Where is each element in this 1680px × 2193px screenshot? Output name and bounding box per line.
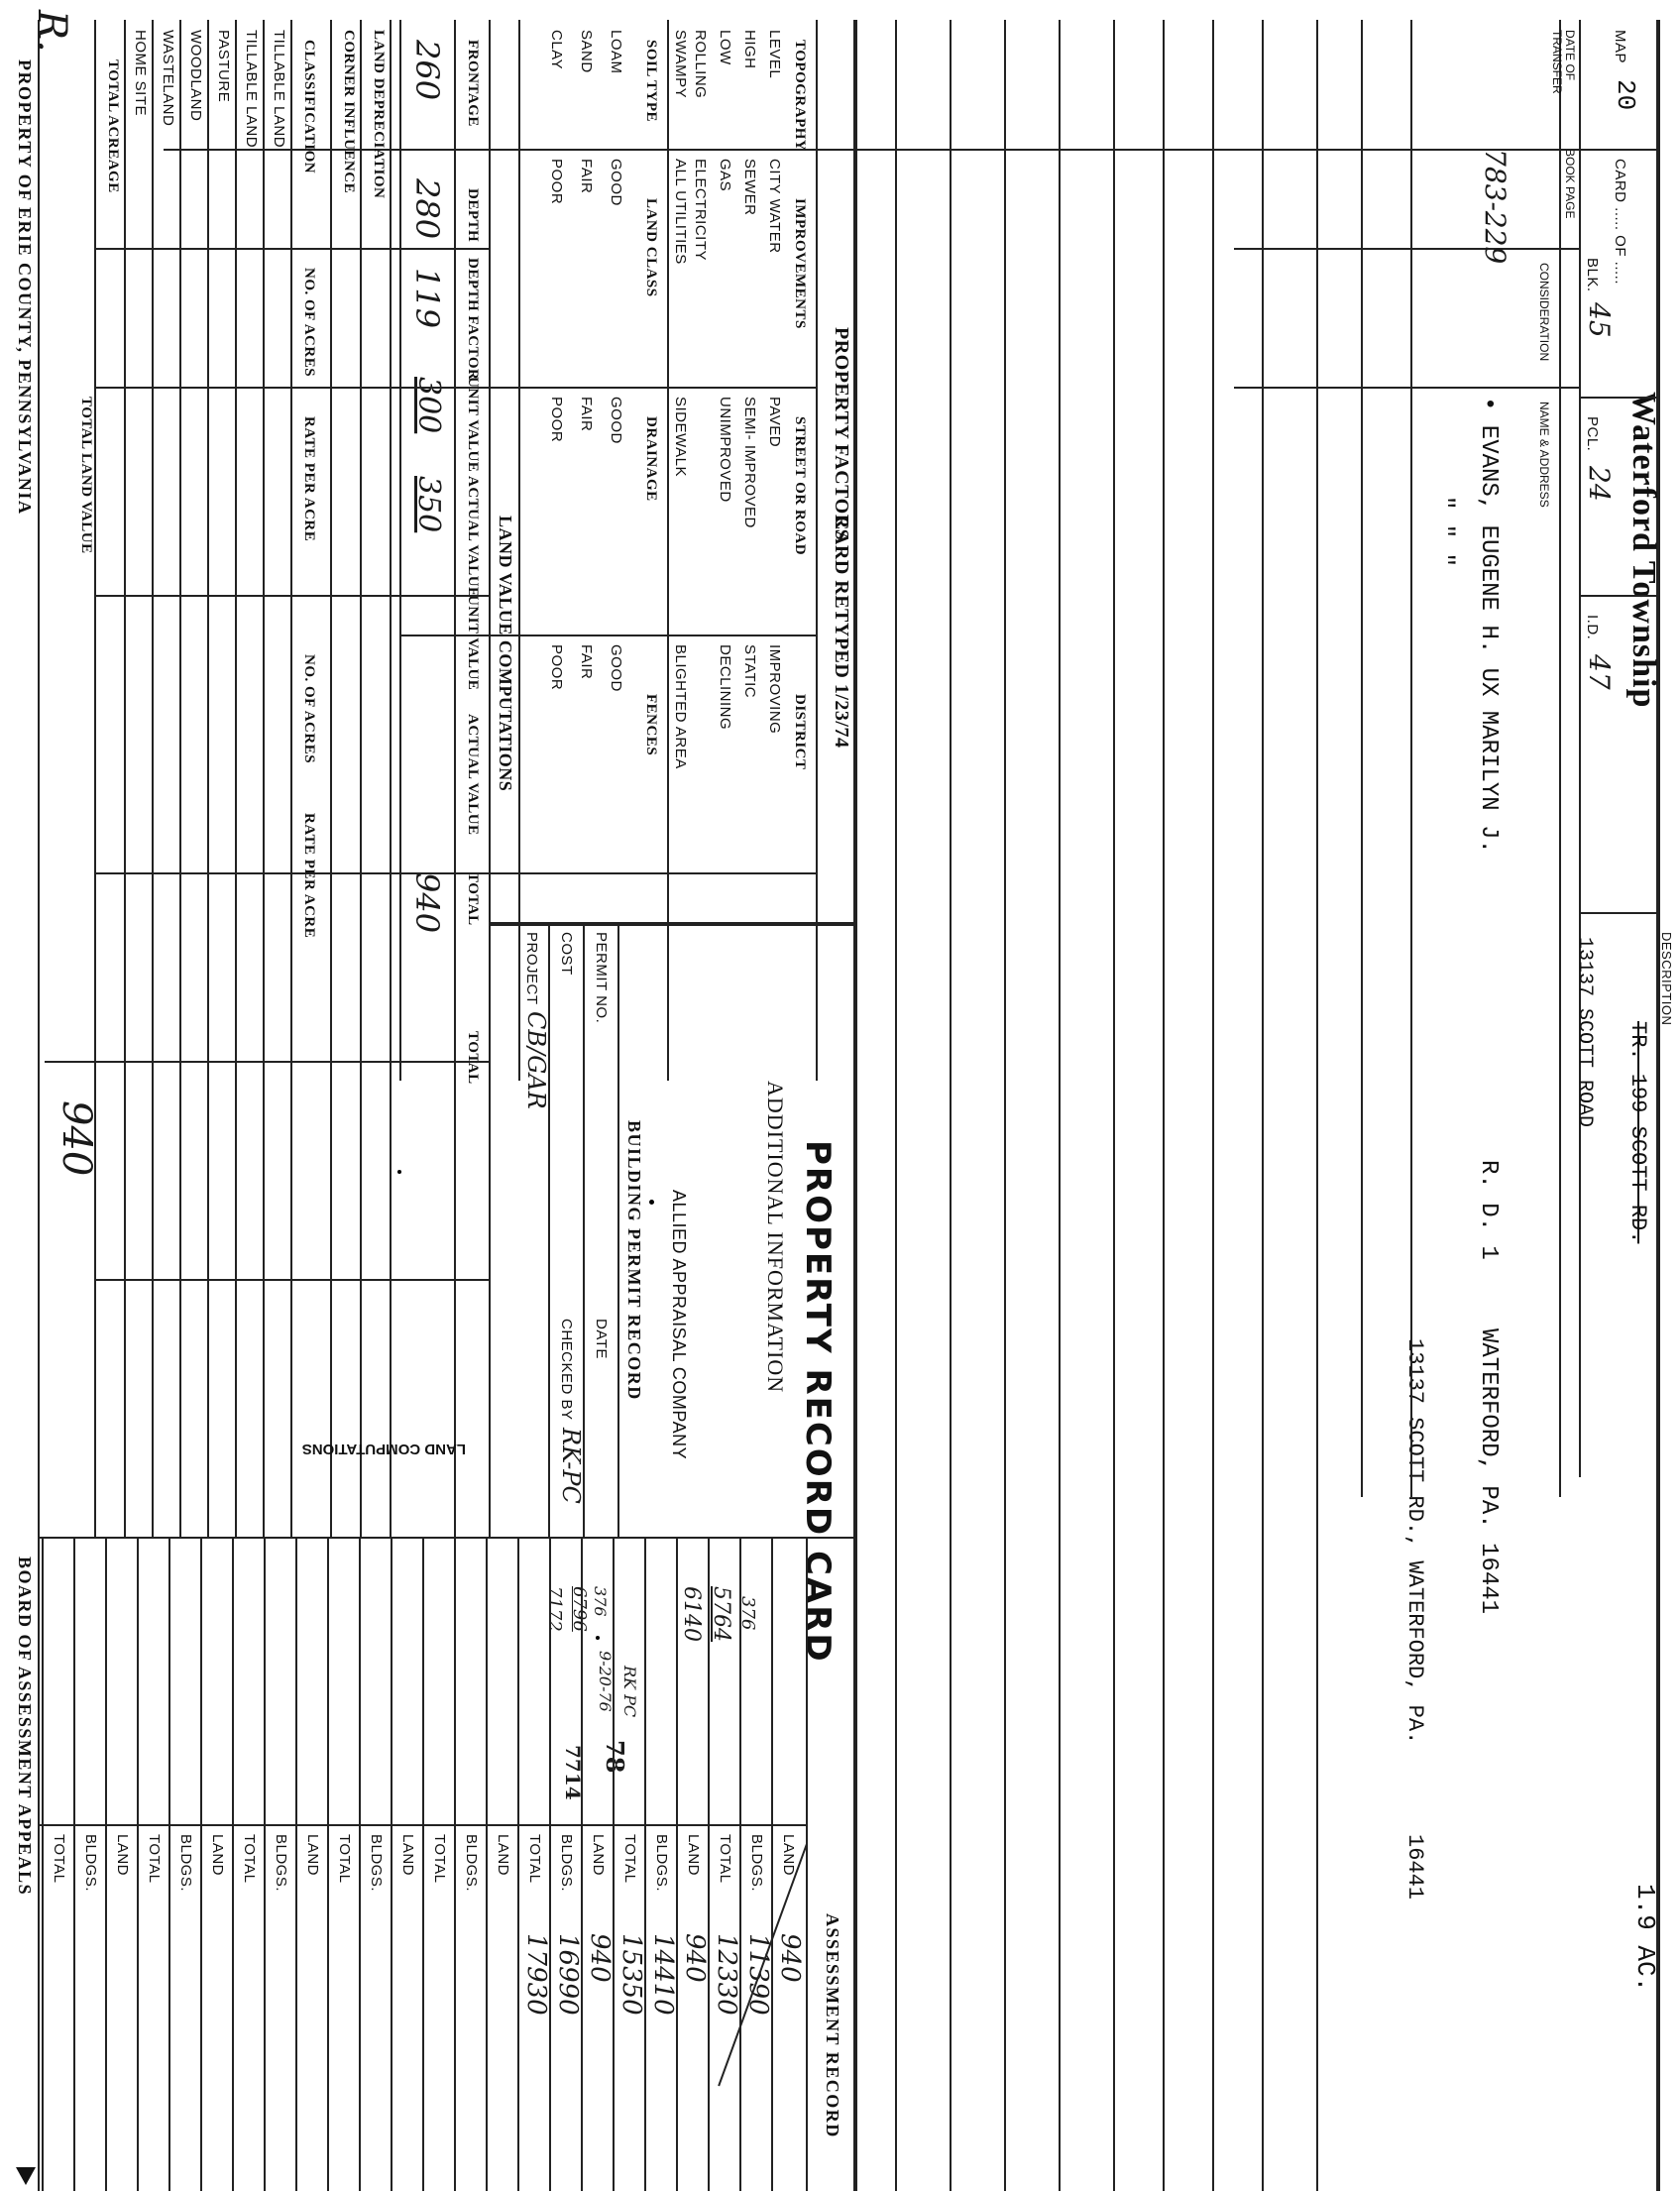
assessment-row-value: 940 xyxy=(680,1933,710,1983)
pf-sewer: SEWER xyxy=(741,159,758,216)
note-rk-pc: RK PC xyxy=(620,1666,639,1718)
total-acreage: TOTAL ACREAGE xyxy=(105,59,121,193)
cl-pasture: PASTURE xyxy=(215,30,232,103)
lv-col xyxy=(94,248,491,250)
cl-tillable-1: TILLABLE LAND xyxy=(271,30,287,149)
lv-col xyxy=(94,387,491,389)
pf-fe-good: GOOD xyxy=(608,644,624,692)
property-factors-title: PROPERTY FACTORS xyxy=(831,327,852,541)
ruled-line xyxy=(1113,20,1115,2191)
assessment-row-rule xyxy=(295,1537,297,2191)
header-divider xyxy=(1581,595,1660,597)
header-divider xyxy=(1581,149,1660,151)
pf-declining: DECLINING xyxy=(717,644,733,731)
permit-no-label: PERMIT NO. xyxy=(593,932,610,1024)
assessment-row-value: 12330 xyxy=(712,1933,741,2016)
footer-left: PROPERTY OF ERIE COUNTY, PENNSYLVANIA xyxy=(15,59,35,516)
assessment-row-rule xyxy=(771,1537,773,2191)
pf-lc-fair: FAIR xyxy=(578,159,595,194)
map-value: 20 xyxy=(1611,79,1640,111)
calc-bot: 6140 xyxy=(679,1586,704,1642)
ruled-line xyxy=(895,20,897,2191)
pf-loam: LOAM xyxy=(608,30,624,74)
assessment-row-label: TOTAL xyxy=(621,1834,638,1884)
description-line1: TR. 199 SCOTT RD. xyxy=(1625,1021,1650,1244)
pf-improving: IMPROVING xyxy=(766,644,783,735)
pf-lc-good: GOOD xyxy=(608,159,624,206)
pcl-value: 24 xyxy=(1583,466,1616,502)
assessment-row-rule xyxy=(200,1537,202,2191)
transfer-header-rule xyxy=(1559,20,1561,1497)
assessment-row-label: TOTAL xyxy=(51,1834,67,1884)
assessment-row-rule xyxy=(105,1537,107,2191)
pf-lc-poor: POOR xyxy=(548,159,565,205)
cl-woodland: WOODLAND xyxy=(187,30,204,122)
assessment-row-label: LAND xyxy=(495,1834,511,1877)
pf-header-street: STREET OR ROAD xyxy=(792,416,808,556)
assessment-row-label: LAND xyxy=(399,1834,416,1877)
ruled-line xyxy=(1059,20,1061,2191)
assessment-row-value: 17930 xyxy=(521,1933,551,2016)
assessment-row-value: 16990 xyxy=(553,1933,583,2016)
assessment-row-rule xyxy=(422,1537,424,2191)
permit-project-value: CB/GAR xyxy=(522,1011,550,1109)
transfer-name: • EVANS, EUGENE H. UX MARILYN J. xyxy=(1475,397,1502,854)
header-rule-right xyxy=(1656,912,1660,2191)
pf-header-improvements: IMPROVEMENTS xyxy=(792,198,808,329)
assessment-row-label: BLDGS. xyxy=(82,1834,99,1893)
assessment-row-rule xyxy=(613,1537,615,2191)
transfer-city: WATERFORD, PA. 16441 xyxy=(1475,1328,1502,1615)
total-land-value-label: TOTAL LAND VALUE xyxy=(78,397,94,554)
pf-rule xyxy=(399,20,401,1081)
calc2-mid: 6796 xyxy=(569,1586,590,1632)
corner-arrow-icon xyxy=(16,2167,36,2185)
col-divider xyxy=(1234,387,1581,389)
record-block-left xyxy=(491,922,857,926)
pf-header-district: DISTRICT xyxy=(792,694,808,770)
header-rule xyxy=(1579,20,1581,1477)
transfer-address: R. D. 1 xyxy=(1475,1160,1502,1260)
permit-checked-label: CHECKED BY xyxy=(558,1319,575,1421)
lv-h-actual-value-2: ACTUAL VALUE xyxy=(465,714,481,836)
lv-depth-factor: 119 xyxy=(408,268,446,329)
lv-h-total: TOTAL xyxy=(465,872,481,926)
pf-electricity: ELECTRICITY xyxy=(692,159,709,262)
assessment-row-value: 940 xyxy=(585,1933,615,1983)
ruled-line xyxy=(950,20,952,2191)
assessment-row-label: BLDGS. xyxy=(273,1834,289,1893)
lv-h-total-2: TOTAL xyxy=(465,1031,481,1085)
blk-label: BLK. xyxy=(1584,258,1601,292)
pf-static: STATIC xyxy=(741,644,758,699)
assessment-row-rule xyxy=(644,1537,646,2191)
assessment-row-label: LAND xyxy=(780,1834,797,1877)
lv-frontage: 260 xyxy=(408,40,446,101)
pf-fe-poor: POOR xyxy=(548,644,565,691)
pf-sidewalk: SIDEWALK xyxy=(672,397,689,477)
lv-col xyxy=(94,595,491,597)
header-divider xyxy=(1581,397,1660,399)
land-value-title: LAND VALUE COMPUTATIONS xyxy=(496,516,515,792)
note-date: 9-20-76 xyxy=(596,1651,615,1712)
assessment-row-label: TOTAL xyxy=(431,1834,448,1884)
assessment-row-rule xyxy=(232,1537,234,2191)
assessment-row-value: 15350 xyxy=(616,1933,646,2016)
pf-blighted: BLIGHTED AREA xyxy=(672,644,689,769)
pf-header-land-class: LAND CLASS xyxy=(643,198,659,297)
calc-mid: 5764 xyxy=(709,1586,733,1642)
assessment-row-rule xyxy=(391,1537,392,2191)
lv-col xyxy=(45,1061,491,1063)
permit-checked-value: RK-PC xyxy=(557,1428,585,1504)
assessment-row-rule xyxy=(137,1537,139,2191)
note-78: 78 xyxy=(601,1740,629,1774)
corner-mark: R. xyxy=(29,10,74,53)
assessment-row-rule xyxy=(739,1537,741,2191)
pcl-label: PCL. xyxy=(1584,416,1601,452)
total-land-value: 940 xyxy=(54,1100,99,1177)
lv-unit-value: 300 xyxy=(411,377,446,434)
ruled-line xyxy=(1410,20,1412,1497)
assessment-row-rule xyxy=(359,1537,361,2191)
description-label: DESCRIPTION xyxy=(1659,932,1674,1026)
lv-h-actual-value: ACTUAL VALUE xyxy=(465,476,481,598)
transfer-book-page: 783-229 xyxy=(1479,149,1512,265)
assessment-row-value: 11390 xyxy=(743,1933,773,2016)
pf-dr-good: GOOD xyxy=(608,397,624,444)
assessment-row-label: LAND xyxy=(114,1834,131,1877)
col-date-of-transfer: DATE OF TRANSFER xyxy=(1550,30,1577,94)
assessment-row-label: TOTAL xyxy=(241,1834,258,1884)
appraisal-company: ALLIED APPRAISAL COMPANY xyxy=(669,1190,689,1460)
map-label: MAP xyxy=(1612,30,1628,64)
ruled-line xyxy=(1316,20,1318,2191)
assessment-row-label: TOTAL xyxy=(146,1834,163,1884)
pf-swampy: SWAMPY xyxy=(672,30,689,99)
record-rule xyxy=(855,1537,857,2191)
assessment-row-value: 940 xyxy=(775,1933,805,1983)
scan-speck xyxy=(397,1170,401,1174)
pf-rolling: ROLLING xyxy=(692,30,709,99)
lv-actual-value: 350 xyxy=(411,476,446,533)
id-label: I.D. xyxy=(1584,615,1601,640)
pf-city-water: CITY WATER xyxy=(766,159,783,254)
assessment-row-rule xyxy=(42,1537,44,2191)
assessment-row-rule xyxy=(486,1537,488,2191)
land-depreciation: LAND DEPRECIATION xyxy=(371,30,387,199)
calc2-top: 376 xyxy=(591,1586,610,1617)
assessment-row-label: BLDGS. xyxy=(748,1834,765,1893)
assessment-row-value: 14410 xyxy=(648,1933,678,2016)
card-bottom-border xyxy=(38,20,40,2191)
record-card-title: PROPERTY RECORD CARD xyxy=(798,1140,838,1664)
cl-home-site: HOME SITE xyxy=(132,30,149,117)
assessment-row-rule xyxy=(264,1537,266,2191)
note-7714: 7714 xyxy=(561,1745,585,1800)
lv-depth: 280 xyxy=(408,178,446,240)
col-consideration: CONSIDERATION xyxy=(1537,263,1551,362)
assessment-row-label: BLDGS. xyxy=(177,1834,194,1893)
lv-col xyxy=(94,1279,491,1281)
assessment-title: ASSESSMENT RECORD xyxy=(823,1913,842,2138)
permit-rule xyxy=(617,922,619,1537)
lv-h-unit-value: UNIT VALUE xyxy=(465,377,481,473)
cl-h-classification: CLASSIFICATION xyxy=(301,40,317,174)
scan-speck xyxy=(596,1636,600,1640)
assessment-row-label: LAND xyxy=(590,1834,607,1877)
scan-speck xyxy=(649,1200,654,1205)
pf-sand: SAND xyxy=(578,30,595,73)
pf-unimproved: UNIMPROVED xyxy=(717,397,733,503)
assessment-row-label: BLDGS. xyxy=(463,1834,480,1893)
assessment-row-rule xyxy=(517,1537,519,2191)
col-book-page: BOOK PAGE xyxy=(1563,149,1577,219)
permit-project-label: PROJECT xyxy=(523,932,540,1005)
pf-low: LOW xyxy=(717,30,733,65)
pf-level: LEVEL xyxy=(766,30,783,79)
permit-cost-label: COST xyxy=(558,932,575,976)
assessment-row-label: LAND xyxy=(304,1834,321,1877)
col-divider xyxy=(1234,248,1581,250)
id-value: 47 xyxy=(1583,654,1616,690)
calc-top: 376 xyxy=(737,1596,758,1631)
assessment-row-label: BLDGS. xyxy=(368,1834,385,1893)
pf-all-utilities: ALL UTILITIES xyxy=(672,159,689,265)
pf-header-drainage: DRAINAGE xyxy=(643,416,659,502)
pf-paved: PAVED xyxy=(766,397,783,448)
cl-h-rate: RATE PER ACRE xyxy=(301,416,317,542)
footer-right: BOARD OF ASSESSMENT APPEALS xyxy=(15,1557,35,1897)
assessment-row-rule xyxy=(168,1537,170,2191)
ruled-line xyxy=(1212,20,1214,2191)
permit-record-title: BUILDING PERMIT RECORD xyxy=(624,1120,644,1401)
cl-h-acres-2: NO. OF ACRES xyxy=(301,654,317,764)
assessment-row-label: TOTAL xyxy=(717,1834,733,1884)
calc2-bot: 7172 xyxy=(544,1586,565,1632)
assessment-row-rule xyxy=(549,1537,551,2191)
pf-semi-improved: SEMI- IMPROVED xyxy=(741,397,758,528)
assessment-row-label: BLDGS. xyxy=(558,1834,575,1893)
lv-h-depth-factor: DEPTH FACTOR xyxy=(465,258,481,381)
cl-wasteland: WASTELAND xyxy=(160,30,176,127)
assessment-row-rule xyxy=(73,1537,75,2191)
lv-h-frontage: FRONTAGE xyxy=(465,40,481,127)
cl-h-acres: NO. OF ACRES xyxy=(301,268,317,378)
lv-h-unit-value-2: UNIT VALUE xyxy=(465,595,481,691)
pf-dr-fair: FAIR xyxy=(578,397,595,432)
description-line2: 13137 SCOTT ROAD xyxy=(1573,937,1596,1128)
lv-h-depth: DEPTH xyxy=(465,188,481,243)
assessment-row-rule xyxy=(676,1537,678,2191)
assessment-row-label: LAND xyxy=(209,1834,226,1877)
ruled-line xyxy=(1262,20,1264,2191)
ruled-line xyxy=(1361,20,1363,1497)
assessment-row-label: TOTAL xyxy=(336,1834,353,1884)
township-name: Waterford Township xyxy=(1625,392,1662,709)
land-computations-label: LAND COMPUTATIONS xyxy=(301,1441,466,1457)
assessment-row-rule xyxy=(708,1537,710,2191)
pf-gas: GAS xyxy=(717,159,733,192)
corner-influence: CORNER INFLUENCE xyxy=(341,30,357,194)
ruled-line xyxy=(1004,20,1006,2191)
assessment-row-label: BLDGS. xyxy=(653,1834,670,1893)
assessment-row-rule xyxy=(581,1537,583,2191)
pf-clay: CLAY xyxy=(548,30,565,70)
record-col xyxy=(40,1537,857,1539)
transfer-city-2: 16441 xyxy=(1402,1834,1427,1901)
card-retyped-note: CARD RETYPED 1/23/74 xyxy=(831,516,852,749)
pf-header-fences: FENCES xyxy=(643,694,659,756)
col-name-address: NAME & ADDRESS xyxy=(1537,402,1551,508)
pf-col xyxy=(401,149,818,151)
blk-value: 45 xyxy=(1583,302,1616,338)
assessment-row-label: TOTAL xyxy=(526,1834,543,1884)
acreage: 1.9 AC. xyxy=(1630,1884,1660,1993)
cl-tillable-2: TILLABLE LAND xyxy=(243,30,260,149)
transfer-address-2: 13137 SCOTT RD., WATERFORD, PA. xyxy=(1402,1338,1427,1745)
lv-col xyxy=(94,872,491,874)
assess-rule xyxy=(806,1537,808,2191)
pf-header-soil: SOIL TYPE xyxy=(643,40,659,123)
pf-fe-fair: FAIR xyxy=(578,644,595,680)
pf-dr-poor: POOR xyxy=(548,397,565,443)
assessment-row-rule xyxy=(454,1537,456,2191)
record-card-subtitle: ADDITIONAL INFORMATION xyxy=(763,1081,788,1394)
pf-high: HIGH xyxy=(741,30,758,69)
pf-header-topography: TOPOGRAPHY xyxy=(792,40,808,152)
lv-total: 940 xyxy=(408,872,446,934)
assessment-row-rule xyxy=(327,1537,329,2191)
cl-h-rate-2: RATE PER ACRE xyxy=(301,813,317,939)
transfer-ditto: " " " xyxy=(1430,496,1457,568)
ruled-line xyxy=(1163,20,1165,2191)
permit-date-label: DATE xyxy=(593,1319,610,1359)
card-label: CARD ..... OF ..... xyxy=(1612,159,1628,286)
assessment-row-label: LAND xyxy=(685,1834,702,1877)
header-divider xyxy=(1581,912,1660,914)
